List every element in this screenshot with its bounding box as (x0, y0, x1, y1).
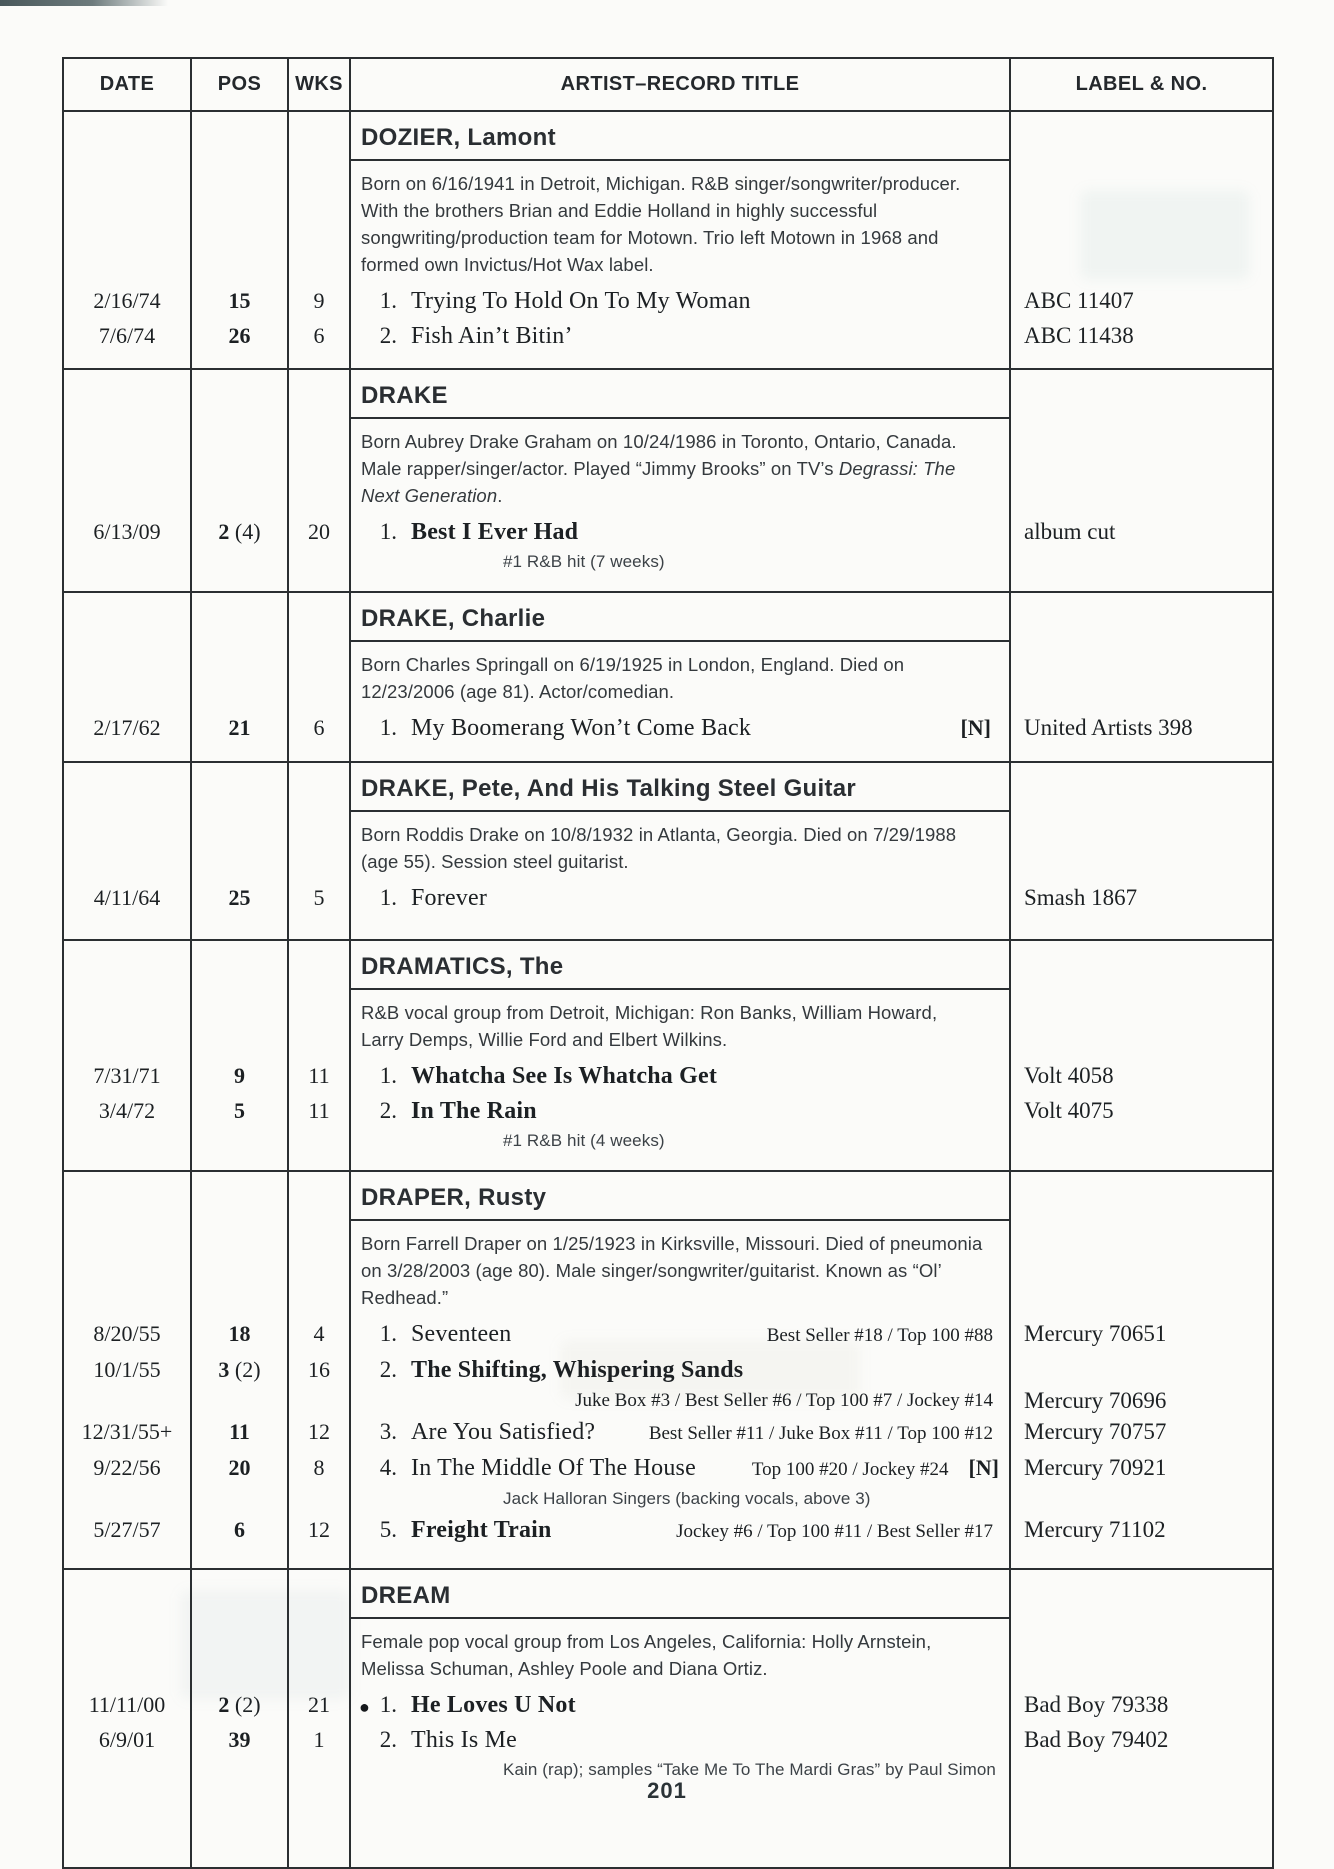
song-title: Best I Ever Had (411, 519, 579, 545)
artist-bio-row (64, 419, 1272, 514)
song-title: My Boomerang Won’t Come Back (411, 715, 752, 741)
date-cell: 6/9/01 (64, 1722, 192, 1783)
entry-note: #1 R&B hit (7 weeks) (503, 552, 665, 571)
date-cell: 10/1/55 (64, 1352, 192, 1387)
song-title: Are You Satisfied? (411, 1419, 596, 1445)
entry-number: 5. (379, 1517, 397, 1542)
weeks-cell: 6 (289, 318, 351, 353)
artist-bio-row (64, 812, 1272, 880)
title-cell (351, 1058, 1011, 1093)
label-cell: Smash 1867 (1024, 885, 1138, 910)
title-cell (351, 1687, 1011, 1722)
title-cell (351, 1316, 1011, 1352)
artist-name-row (64, 593, 1272, 642)
label-cell: Bad Boy 79402 (1024, 1727, 1169, 1752)
song-title: Fish Ain’t Bitin’ (411, 323, 573, 349)
weeks-at-peak: (2) (229, 1692, 261, 1717)
weeks-cell: 21 (289, 1687, 351, 1722)
date-cell: 11/11/00 (64, 1687, 192, 1722)
peak-position-cell: 11 (192, 1414, 289, 1450)
entry-number: 1. (379, 715, 397, 740)
entry-row (64, 880, 1272, 915)
weeks-cell: 9 (289, 283, 351, 318)
entry-number: 1. (379, 288, 397, 313)
entry-number: 1. (379, 1063, 397, 1088)
entry-row (64, 1414, 1272, 1450)
artist-section-dream (64, 1568, 1272, 1867)
artist-bio-row (64, 642, 1272, 710)
chart-details-row (64, 1387, 1272, 1414)
artist-bio: Born Farrell Draper on 1/25/1923 in Kirksville, Missouri. Died of pneumonia on 3/28/2003 (age 80). Male singer/songwriter/guitarist. Known as “Ol’ Redhead.” (361, 1233, 983, 1308)
entry-row (64, 1722, 1272, 1783)
peak-position-cell: 25 (192, 880, 289, 915)
label-cell: United Artists 398 (1024, 715, 1193, 740)
title-cell (351, 710, 1011, 745)
weeks-at-peak: (4) (229, 519, 261, 544)
chart-details: Top 100 #20 / Jockey #24 (751, 1459, 949, 1480)
entry-note: Jack Halloran Singers (backing vocals, above 3) (503, 1489, 871, 1508)
title-cell (351, 1414, 1011, 1450)
artist-section-drake-charlie (64, 591, 1272, 761)
artist-bio-row (64, 161, 1272, 283)
label-cell: ABC 11438 (1024, 323, 1134, 348)
peak-position-cell: 3 (2) (192, 1352, 289, 1387)
artist-name: DOZIER, Lamont (361, 124, 556, 151)
header-pos: POS (192, 59, 289, 110)
entry-row (64, 710, 1272, 745)
entry-number: 1. (379, 519, 397, 544)
date-cell: 7/6/74 (64, 318, 192, 353)
peak-position-cell: 26 (192, 318, 289, 353)
artist-name-row (64, 941, 1272, 990)
scan-edge-artifact (0, 0, 168, 6)
entry-number: 1. (379, 885, 397, 910)
song-title: Seventeen (411, 1321, 512, 1347)
entry-number: 2. (379, 1098, 397, 1123)
label-cell: Mercury 71102 (1024, 1517, 1166, 1542)
artist-bio: R&B vocal group from Detroit, Michigan: Ron Banks, William Howard, Larry Demps, Willie Ford and Elbert Wilkins. (361, 1002, 938, 1050)
label-cell: album cut (1024, 519, 1116, 544)
title-cell (351, 1450, 1011, 1512)
entry-row (64, 1512, 1272, 1548)
artist-bio: Born on 6/16/1941 in Detroit, Michigan. R&B singer/songwriter/producer. With the brothers Brian and Eddie Holland in highly successful songwriting/production team for Motown. Trio left Motown in 1968 and formed own Invictus/Hot Wax label. (361, 173, 961, 275)
song-title: He Loves U Not (411, 1692, 576, 1718)
peak-position-cell: 21 (192, 710, 289, 745)
date-cell: 12/31/55+ (64, 1414, 192, 1450)
page-number: 201 (647, 1778, 687, 1803)
artist-section-dozier-lamont (64, 112, 1272, 368)
artist-section-dramatics (64, 939, 1272, 1170)
title-cell (351, 1722, 1011, 1783)
artist-name-row (64, 370, 1272, 419)
artist-bio: Female pop vocal group from Los Angeles, California: Holly Arnstein, Melissa Schuman, Ashley Poole and Diana Ortiz. (361, 1631, 932, 1679)
peak-position-cell: 18 (192, 1316, 289, 1352)
entry-number: 4. (379, 1455, 397, 1480)
title-cell (351, 1093, 1011, 1128)
artist-section-drake (64, 368, 1272, 591)
song-title: The Shifting, Whispering Sands (411, 1357, 744, 1383)
title-cell (351, 880, 1011, 915)
weeks-cell: 20 (289, 514, 351, 549)
date-cell: 7/31/71 (64, 1058, 192, 1093)
label-cell: ABC 11407 (1024, 288, 1134, 313)
title-cell (351, 318, 1011, 353)
artist-name: DRAKE (361, 382, 448, 409)
weeks-cell: 8 (289, 1450, 351, 1512)
entry-row (64, 1093, 1272, 1128)
weeks-cell: 12 (289, 1414, 351, 1450)
date-cell: 9/22/56 (64, 1450, 192, 1512)
entry-number: 2. (379, 1357, 397, 1382)
title-cell (351, 283, 1011, 318)
song-title: Freight Train (411, 1517, 552, 1543)
entry-row (64, 1450, 1272, 1512)
artist-section-draper-rusty (64, 1170, 1272, 1568)
artist-section-drake-pete (64, 761, 1272, 939)
date-cell: 6/13/09 (64, 514, 192, 549)
peak-position-cell: 39 (192, 1722, 289, 1783)
entry-row (64, 1687, 1272, 1722)
peak-position-cell: 2 (2) (192, 1687, 289, 1722)
artist-name-row (64, 763, 1272, 812)
weeks-cell: 4 (289, 1316, 351, 1352)
peak-position-cell: 2 (4) (192, 514, 289, 549)
date-cell: 3/4/72 (64, 1093, 192, 1128)
peak-position-cell: 20 (192, 1450, 289, 1512)
weeks-cell: 16 (289, 1352, 351, 1387)
artist-bio: Born Charles Springall on 6/19/1925 in London, England. Died on 12/23/2006 (age 81). Actor/comedian. (361, 654, 905, 702)
entry-note-row (64, 549, 1272, 575)
song-title: Forever (411, 885, 488, 911)
artist-name: DREAM (361, 1582, 451, 1609)
weeks-cell: 5 (289, 880, 351, 915)
artist-bio-row (64, 990, 1272, 1058)
date-cell: 5/27/57 (64, 1512, 192, 1548)
weeks-cell: 12 (289, 1512, 351, 1548)
peak-position-cell: 6 (192, 1512, 289, 1548)
date-cell: 2/17/62 (64, 710, 192, 745)
artist-name: DRAKE, Charlie (361, 605, 546, 632)
weeks-cell: 6 (289, 710, 351, 745)
header-label-no: LABEL & NO. (1075, 73, 1208, 95)
entry-note: #1 R&B hit (4 weeks) (503, 1131, 665, 1150)
chart-details: Jockey #6 / Top 100 #11 / Best Seller #17 (676, 1521, 993, 1542)
gold-record-icon: ● (359, 1697, 370, 1717)
bio-italic-title: Degrassi: The Next Generation (361, 458, 956, 506)
label-cell: Mercury 70757 (1024, 1419, 1167, 1444)
artist-name-row (64, 1172, 1272, 1221)
entry-row (64, 1316, 1272, 1352)
song-title: Trying To Hold On To My Woman (411, 288, 751, 314)
table-header-row (64, 59, 1272, 112)
label-cell: Volt 4075 (1024, 1098, 1114, 1123)
song-title: This Is Me (411, 1727, 517, 1753)
entry-row (64, 1058, 1272, 1093)
label-cell (1011, 1352, 1272, 1387)
artist-name-row (64, 1570, 1272, 1619)
label-cell: Mercury 70651 (1024, 1321, 1167, 1346)
date-cell: 4/11/64 (64, 880, 192, 915)
entry-number: 1. (379, 1692, 397, 1717)
artist-name-row (64, 112, 1272, 161)
novelty-flag: [N] (968, 1455, 999, 1480)
date-cell: 8/20/55 (64, 1316, 192, 1352)
artist-bio-row (64, 1619, 1272, 1687)
date-cell: 2/16/74 (64, 283, 192, 318)
chart-details: Juke Box #3 / Best Seller #6 / Top 100 #7 / Jockey #14 (575, 1390, 993, 1411)
label-cell: Bad Boy 79338 (1024, 1692, 1169, 1717)
entry-note-row (64, 1128, 1272, 1154)
song-title: In The Middle Of The House (411, 1455, 696, 1481)
song-title: In The Rain (411, 1098, 537, 1124)
artist-name: DRAKE, Pete, And His Talking Steel Guitar (361, 775, 857, 802)
weeks-at-peak: (2) (229, 1357, 261, 1382)
header-artist-record-title: ARTIST–RECORD TITLE (351, 59, 1011, 110)
song-title: Whatcha See Is Whatcha Get (411, 1063, 718, 1089)
label-cell: Mercury 70921 (1024, 1455, 1167, 1480)
label-cell: Volt 4058 (1024, 1063, 1114, 1088)
weeks-cell: 1 (289, 1722, 351, 1783)
entry-number: 1. (379, 1321, 397, 1346)
entry-row (64, 318, 1272, 353)
chart-details: Best Seller #18 / Top 100 #88 (766, 1325, 993, 1346)
entry-number: 2. (379, 1727, 397, 1752)
title-cell (351, 1512, 1011, 1548)
title-cell (351, 514, 1011, 549)
title-cell (351, 1352, 1011, 1387)
entry-row (64, 283, 1272, 318)
label-cell: Mercury 70696 (1024, 1388, 1167, 1413)
weeks-cell: 11 (289, 1093, 351, 1128)
artist-bio: Born Roddis Drake on 10/8/1932 in Atlanta, Georgia. Died on 7/29/1988 (age 55). Session steel guitarist. (361, 824, 957, 872)
peak-position-cell: 5 (192, 1093, 289, 1128)
header-date: DATE (64, 59, 192, 110)
entry-number: 2. (379, 323, 397, 348)
artist-bio: Born Aubrey Drake Graham on 10/24/1986 in Toronto, Ontario, Canada. Male rapper/singer/actor. Played “Jimmy Brooks” on TV’s Degrassi: The Next Generation. (361, 431, 957, 506)
artist-bio-row (64, 1221, 1272, 1316)
entry-note: Kain (rap); samples “Take Me To The Mardi Gras” by Paul Simon (503, 1760, 996, 1779)
weeks-cell: 11 (289, 1058, 351, 1093)
artist-name: DRAPER, Rusty (361, 1184, 547, 1211)
entry-number: 3. (379, 1419, 397, 1444)
entry-row (64, 1352, 1272, 1387)
peak-position-cell: 9 (192, 1058, 289, 1093)
chart-details: Best Seller #11 / Juke Box #11 / Top 100 #12 (648, 1423, 993, 1444)
header-wks: WKS (289, 59, 351, 110)
entry-row (64, 514, 1272, 549)
artist-name: DRAMATICS, The (361, 953, 564, 980)
peak-position-cell: 15 (192, 283, 289, 318)
novelty-flag: [N] (960, 715, 991, 740)
record-table (62, 57, 1274, 1869)
